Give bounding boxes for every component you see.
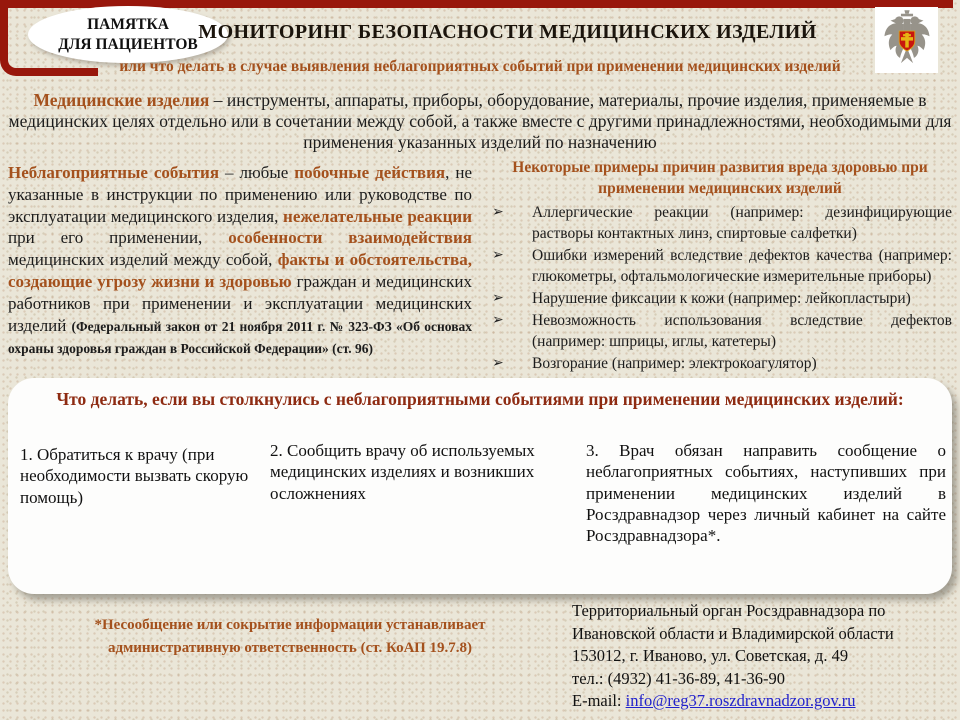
page-subtitle: или что делать в случае выявления неблагоприятных событий при применении медицинских изделий xyxy=(119,58,841,75)
adverse-segment: особенности взаимодействия xyxy=(228,228,472,248)
step-2: 2. Сообщить врачу об используемых медицинских изделиях и возникших осложнениях xyxy=(270,441,535,503)
list-item: ➢ Невозможность использования вследствие дефектов (например: шприцы, иглы, катетеры) xyxy=(492,311,952,350)
contact-email-line xyxy=(572,690,950,713)
list-item: ➢ Нарушение фиксации к кожи (например: лейкопластыри) xyxy=(492,289,911,307)
list-item: ➢ Ошибки измерений вследствие дефектов качества (например: глюкометры, офтальмологические измерительные приборы) xyxy=(492,246,952,285)
arrow-bullet-icon: ➢ xyxy=(492,203,504,220)
adverse-events-paragraph xyxy=(8,162,472,360)
step-1: 1. Обратиться к врачу (при необходимости вызвать скорую помощь) xyxy=(20,445,249,507)
adverse-segment: Неблагоприятные события xyxy=(8,163,220,182)
arrow-bullet-icon: ➢ xyxy=(492,354,504,371)
roszdravnadzor-emblem-box xyxy=(875,7,938,73)
arrow-bullet-icon: ➢ xyxy=(492,311,504,328)
contact-block xyxy=(572,600,950,713)
adverse-segment: медицинских изделий между собой, xyxy=(8,250,278,270)
what-to-do-heading: Что делать, если вы столкнулись с неблагоприятными событиями при применении медицинских изделий: xyxy=(56,389,904,409)
examples-section xyxy=(488,158,952,374)
contact-line: Территориальный орган Росздравнадзора по xyxy=(572,601,886,620)
examples-list xyxy=(488,202,952,374)
list-item: ➢ Аллергические реакции (например: дезинфицирующие растворы контактных линз, спиртовые салфетки) xyxy=(492,203,952,242)
what-to-do-box xyxy=(8,378,952,594)
contact-line: 153012, г. Иваново, ул. Советская, д. 49 xyxy=(572,646,849,665)
adverse-segment: факты и обстоятельства, создающие угрозу жизни и здоровью xyxy=(8,250,472,291)
contact-line: тел.: (4932) 41-36-89, 41-36-90 xyxy=(572,668,785,688)
email-label: E-mail: xyxy=(572,691,626,710)
adverse-segment: граждан и медицинских работников при применении и эксплуатации медицинских изделий xyxy=(8,271,473,335)
badge-line-2: ДЛЯ ПАЦИЕНТОВ xyxy=(58,35,198,53)
adverse-segment: побочные действия xyxy=(294,163,446,182)
badge-line-1: ПАМЯТКА xyxy=(87,15,169,33)
adverse-segment: нежелательные реакции xyxy=(283,206,473,226)
page-title: МОНИТОРИНГ БЕЗОПАСНОСТИ МЕДИЦИНСКИХ ИЗДЕЛИЙ xyxy=(198,21,817,43)
definition-lead: Медицинские изделия xyxy=(33,90,210,110)
list-item: ➢ Возгорание (например: электрокоагулятор) xyxy=(492,354,817,372)
arrow-bullet-icon: ➢ xyxy=(492,246,504,263)
liability-footnote: *Несообщение или сокрытие информации устанавливает административную ответственность (ст. КоАП 19.7.8) xyxy=(94,617,486,656)
arrow-bullet-icon: ➢ xyxy=(492,289,504,306)
adverse-segment: при его применении, xyxy=(8,228,229,248)
definition-text: – инструменты, аппараты, приборы, оборудование, материалы, прочие изделия, применяемые в медицинских целях отдельно или в сочетании между собой, а также вместе с другими принадлежностями, необходимыми для применения указанных изделий по назначению xyxy=(8,90,952,152)
adverse-segment: , не указанные в инструкции по применению или руководстве по эксплуатации медицинского изделия, xyxy=(8,163,472,226)
examples-heading: Некоторые примеры причин развития вреда здоровью при применении медицинских изделий xyxy=(512,159,928,197)
legal-reference: (Федеральный закон от 21 ноября 2011 г. № 323-ФЗ «Об основах охраны здоровья граждан в Российской Федерации» (ст. 96) xyxy=(8,318,472,357)
contact-line: Ивановской области и Владимирской области xyxy=(572,623,894,643)
adverse-segment: – любые xyxy=(219,163,295,182)
definition-paragraph xyxy=(6,90,954,153)
email-link[interactable]: info@reg37.roszdravnadzor.gov.ru xyxy=(625,691,856,710)
double-headed-eagle-icon xyxy=(881,8,933,73)
step-3: 3. Врач обязан направить сообщение о неблагоприятных событиях, наступивших при применении медицинских изделий в Росздравнадзор через личный кабинет на сайте Росздравнадзора*. xyxy=(586,441,946,545)
